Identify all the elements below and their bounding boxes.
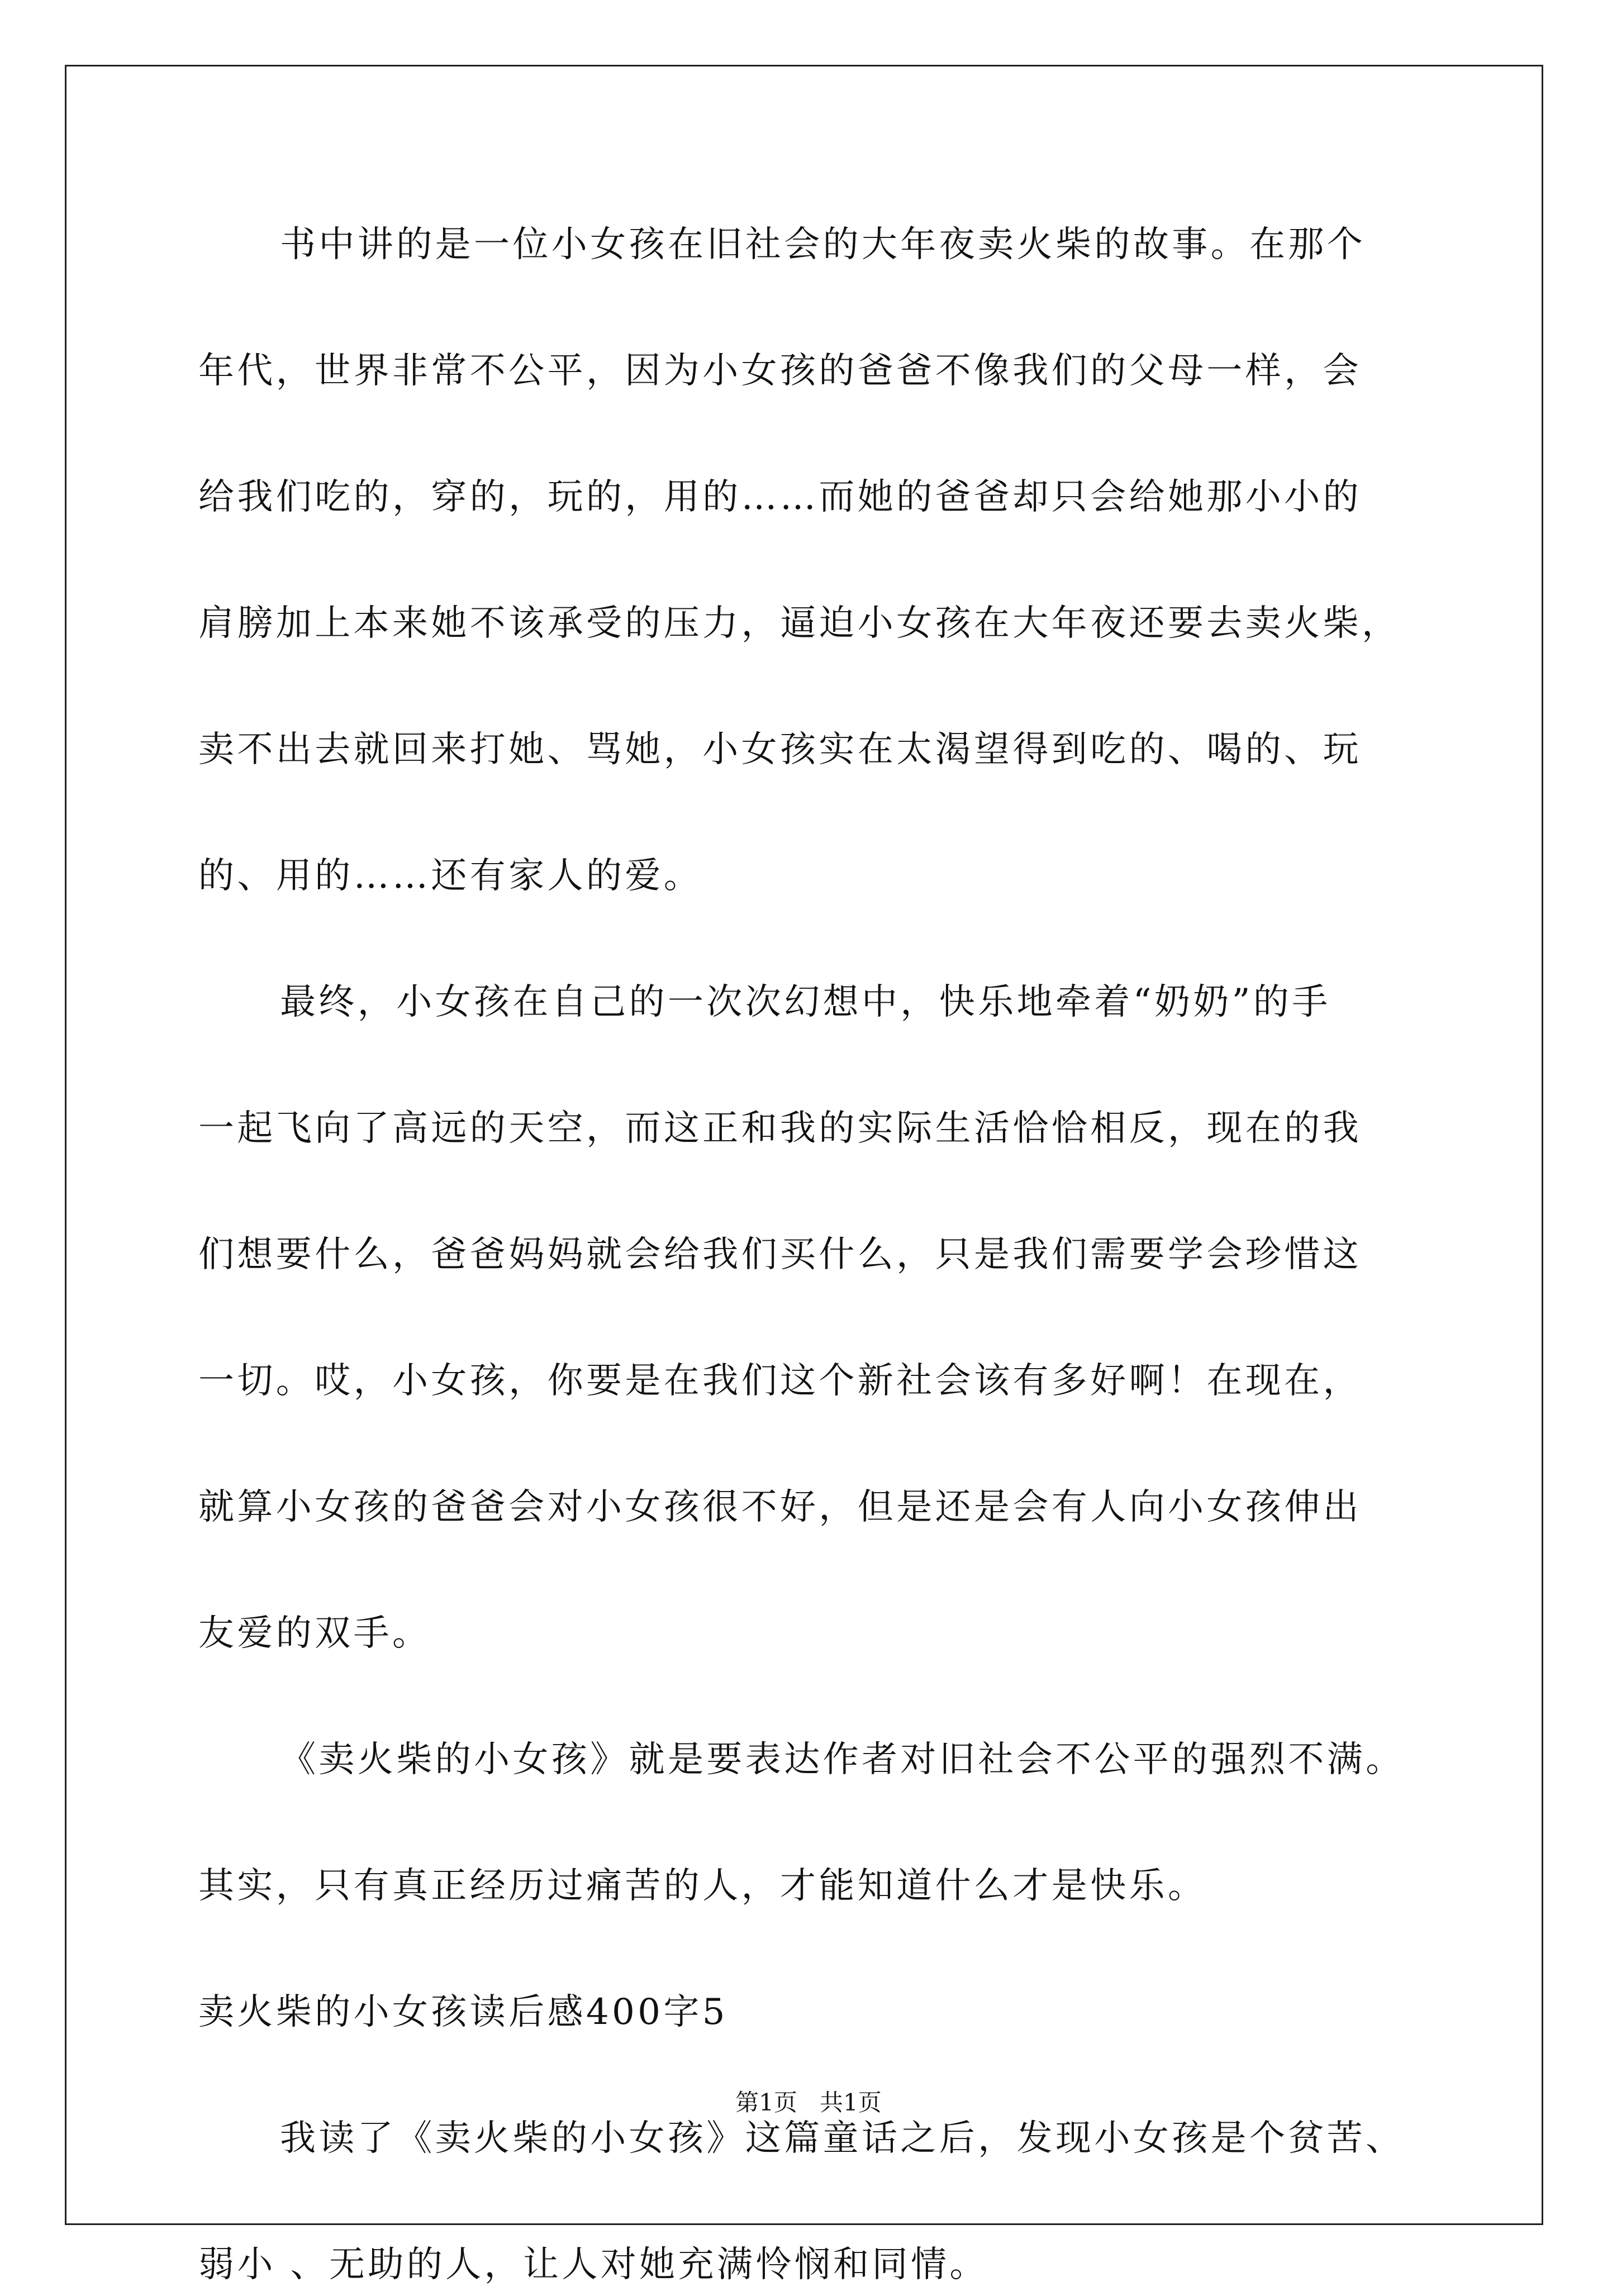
paragraph-line: 年代，世界非常不公平，因为小女孩的爸爸不像我们的父母一样，会	[198, 350, 1362, 392]
paragraph-line: 友爱的双手。	[198, 1613, 431, 1654]
paragraph-line: 一切。哎，小女孩，你要是在我们这个新社会该有多好啊！在现在，	[198, 1360, 1362, 1402]
paragraph-line: 书中讲的是一位小女孩在旧社会的大年夜卖火柴的故事。在那个	[280, 224, 1366, 265]
section-heading: 卖火柴的小女孩读后感400字5	[198, 1992, 728, 2033]
paragraph-line: 们想要什么，爸爸妈妈就会给我们买什么，只是我们需要学会珍惜这	[198, 1234, 1362, 1275]
paragraph-line: 卖不出去就回来打她、骂她，小女孩实在太渴望得到吃的、喝的、玩	[198, 729, 1362, 770]
paragraph-line: 其实，只有真正经历过痛苦的人，才能知道什么才是快乐。	[198, 1865, 1207, 1907]
paragraph-line: 的、用的……还有家人的爱。	[198, 855, 703, 897]
document-body	[198, 213, 1450, 2296]
paragraph-line: 最终，小女孩在自己的一次次幻想中，快乐地牵着“奶奶”的手	[280, 982, 1331, 1023]
paragraph-line: 我读了《卖火柴的小女孩》这篇童话之后，发现小女孩是个贫苦、	[280, 2118, 1405, 2159]
paragraph-line: 弱小 、无助的人，让人对她充满怜悯和同情。	[198, 2244, 988, 2285]
paragraph-line: 一起飞向了高远的天空，而这正和我的实际生活恰恰相反，现在的我	[198, 1108, 1362, 1149]
paragraph-line: 《卖火柴的小女孩》就是要表达作者对旧社会不公平的强烈不满。	[280, 1739, 1405, 1780]
paragraph-line: 肩膀加上本来她不该承受的压力，逼迫小女孩在大年夜还要去卖火柴，	[198, 603, 1401, 644]
paragraph-line: 给我们吃的，穿的，玩的，用的……而她的爸爸却只会给她那小小的	[198, 477, 1362, 518]
paragraph-line: 就算小女孩的爸爸会对小女孩很不好，但是还是会有人向小女孩伸出	[198, 1487, 1362, 1528]
page-number-footer: 第1页 共1页	[735, 2089, 882, 2116]
